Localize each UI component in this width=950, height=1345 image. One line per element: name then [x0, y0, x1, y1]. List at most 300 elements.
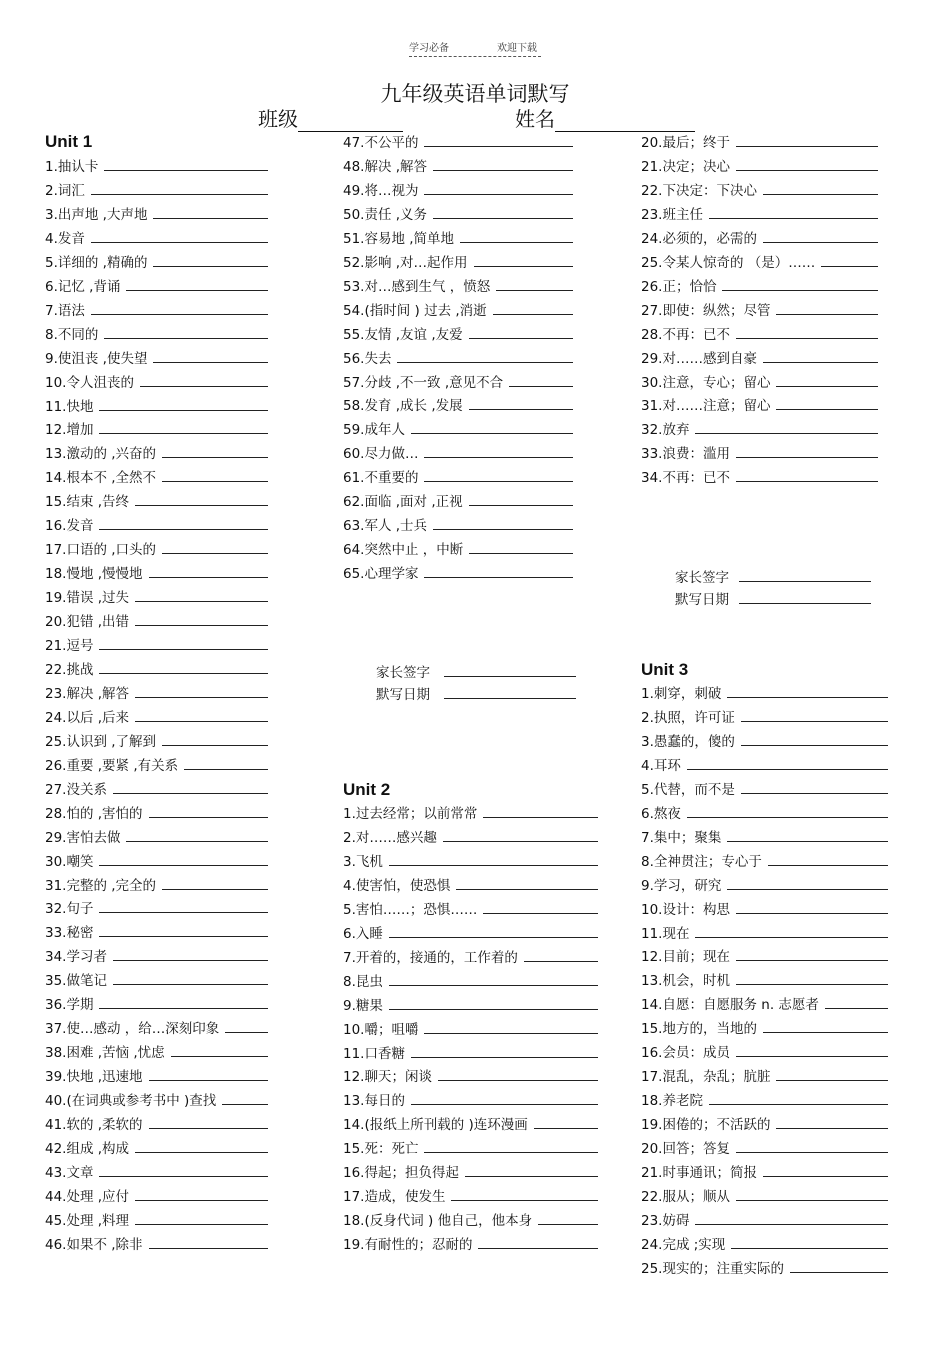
- dictation-date-blank[interactable]: [444, 686, 576, 699]
- answer-blank[interactable]: [424, 1140, 598, 1153]
- answer-blank[interactable]: [741, 781, 888, 794]
- vocab-item: [641, 1068, 888, 1086]
- answer-blank[interactable]: [469, 326, 573, 339]
- vocab-item: [641, 278, 878, 296]
- vocab-prompt: 23.解决 ,解答: [45, 685, 130, 702]
- answer-blank[interactable]: [736, 948, 888, 961]
- vocab-prompt: 14.自愿：自愿服务 n. 志愿者: [641, 997, 819, 1014]
- vocab-prompt: 29.对……感到自豪: [641, 350, 757, 367]
- answer-blank[interactable]: [731, 1236, 888, 1249]
- answer-blank[interactable]: [162, 541, 268, 554]
- answer-blank[interactable]: [222, 1092, 268, 1105]
- vocab-prompt: 18.(反身代词 ) 他自己，他本身: [343, 1213, 533, 1230]
- vocab-item: [45, 877, 268, 895]
- answer-blank[interactable]: [469, 493, 573, 506]
- vocab-prompt: 65.心理学家: [343, 566, 419, 583]
- answer-blank[interactable]: [389, 853, 598, 866]
- vocab-item: [45, 254, 268, 272]
- vocab-prompt: 28.怕的 ,害怕的: [45, 805, 143, 822]
- answer-blank[interactable]: [135, 685, 268, 698]
- answer-blank[interactable]: [736, 158, 878, 171]
- vocab-item: [641, 206, 878, 224]
- answer-blank[interactable]: [91, 230, 268, 243]
- vocab-item: [45, 948, 268, 966]
- vocab-item: [45, 541, 268, 559]
- class-blank[interactable]: [298, 111, 403, 132]
- vocab-prompt: 5.代替，而不是: [641, 781, 735, 798]
- vocab-prompt: 42.组成 ,构成: [45, 1140, 130, 1157]
- vocab-prompt: 55.友情 ,友谊 ,友爱: [343, 326, 463, 343]
- vocab-prompt: 44.处理 ,应付: [45, 1188, 130, 1205]
- answer-blank[interactable]: [763, 1020, 888, 1033]
- vocab-item: [343, 1116, 598, 1134]
- answer-blank[interactable]: [736, 972, 888, 985]
- vocab-prompt: 48.解决 ,解答: [343, 158, 428, 175]
- vocab-item: [45, 206, 268, 224]
- vocab-prompt: 50.责任 ,义务: [343, 206, 428, 223]
- vocab-item: [45, 1164, 268, 1182]
- vocab-item: [343, 973, 598, 991]
- vocab-prompt: 9.学习，研究: [641, 877, 722, 894]
- answer-blank[interactable]: [126, 278, 268, 291]
- vocab-prompt: 25.认识到 ,了解到: [45, 733, 157, 750]
- answer-blank[interactable]: [821, 254, 878, 267]
- answer-blank[interactable]: [424, 134, 573, 147]
- answer-blank[interactable]: [736, 445, 878, 458]
- vocab-prompt: 33.浪费：滥用: [641, 446, 730, 463]
- vocab-item: [641, 972, 888, 990]
- class-field: [258, 103, 403, 132]
- vocab-prompt: 34.学习者: [45, 949, 107, 966]
- answer-blank[interactable]: [135, 1188, 268, 1201]
- vocab-item: [641, 182, 878, 200]
- answer-blank[interactable]: [438, 1068, 598, 1081]
- vocab-item: [343, 925, 598, 943]
- vocab-item: [45, 278, 268, 296]
- vocab-prompt: 15.死：死亡: [343, 1141, 419, 1158]
- vocab-item: [641, 326, 878, 344]
- vocab-prompt: 6.入睡: [343, 925, 383, 942]
- answer-blank[interactable]: [460, 230, 573, 243]
- answer-blank[interactable]: [149, 1116, 268, 1129]
- vocab-item: [45, 613, 268, 631]
- answer-blank[interactable]: [162, 877, 268, 890]
- vocab-prompt: 19.困倦的；不活跃的: [641, 1117, 771, 1134]
- answer-blank[interactable]: [91, 302, 268, 315]
- answer-blank[interactable]: [736, 1188, 888, 1201]
- vocab-item: [45, 637, 268, 655]
- vocab-prompt: 2.执照，许可证: [641, 709, 735, 726]
- answer-blank[interactable]: [99, 900, 268, 913]
- vocab-item: [343, 469, 573, 487]
- vocab-prompt: 8.不同的: [45, 326, 99, 343]
- vocab-item: [343, 493, 573, 511]
- vocab-item: [343, 374, 573, 392]
- answer-blank[interactable]: [722, 278, 878, 291]
- answer-blank[interactable]: [687, 757, 888, 770]
- vocab-prompt: 59.成年人: [343, 422, 405, 439]
- vocab-prompt: 38.困难 ,苦恼 ,忧虑: [45, 1045, 165, 1062]
- vocab-item: [45, 805, 268, 823]
- vocab-item: [641, 948, 888, 966]
- vocab-item: [343, 1021, 598, 1039]
- answer-blank[interactable]: [149, 1236, 268, 1249]
- answer-blank[interactable]: [99, 421, 268, 434]
- answer-blank[interactable]: [99, 1164, 268, 1177]
- vocab-prompt: 12.增加: [45, 422, 94, 439]
- vocab-item: [641, 1212, 888, 1230]
- vocab-prompt: 5.详细的 ,精确的: [45, 254, 148, 271]
- vocab-item: [45, 421, 268, 439]
- answer-blank[interactable]: [99, 517, 268, 530]
- vocab-prompt: 27.即使：纵然；尽管: [641, 302, 771, 319]
- vocab-prompt: 3.飞机: [343, 853, 383, 870]
- answer-blank[interactable]: [433, 517, 573, 530]
- answer-blank[interactable]: [776, 397, 878, 410]
- vocab-prompt: 9.使沮丧 ,使失望: [45, 350, 148, 367]
- vocab-item: [641, 757, 888, 775]
- answer-blank[interactable]: [469, 397, 573, 410]
- answer-blank[interactable]: [736, 134, 878, 147]
- vocab-prompt: 1.刺穿，刺破: [641, 686, 722, 702]
- vocab-prompt: 7.开着的，接通的，工作着的: [343, 949, 518, 966]
- answer-blank[interactable]: [451, 1188, 598, 1201]
- vocab-item: [45, 398, 268, 416]
- vocab-item: [343, 853, 598, 871]
- vocab-prompt: 16.会员：成员: [641, 1045, 730, 1062]
- vocab-item: [641, 1116, 888, 1134]
- answer-blank[interactable]: [456, 877, 598, 890]
- answer-blank[interactable]: [424, 565, 573, 578]
- answer-blank[interactable]: [135, 709, 268, 722]
- vocab-prompt: 37.使…感动 ，给…深刻印象: [45, 1021, 220, 1038]
- vocab-item: [45, 517, 268, 535]
- vocab-item: [343, 1045, 598, 1063]
- vocab-item: [45, 924, 268, 942]
- answer-blank[interactable]: [727, 877, 888, 890]
- answer-blank[interactable]: [736, 1044, 888, 1057]
- answer-blank[interactable]: [424, 182, 573, 195]
- vocab-item: [343, 134, 573, 152]
- vocab-prompt: 28.不再：已不: [641, 326, 730, 343]
- answer-blank[interactable]: [790, 1260, 888, 1273]
- vocab-prompt: 21.逗号: [45, 638, 94, 654]
- answer-blank[interactable]: [162, 733, 268, 746]
- vocab-prompt: 56.失去: [343, 350, 392, 367]
- vocab-item: [641, 1164, 888, 1182]
- answer-blank[interactable]: [478, 1236, 598, 1249]
- answer-blank[interactable]: [99, 661, 268, 674]
- answer-blank[interactable]: [184, 757, 268, 770]
- vocab-prompt: 25.现实的；注重实际的: [641, 1260, 784, 1277]
- answer-blank[interactable]: [113, 781, 268, 794]
- vocab-prompt: 8.全神贯注；专心于: [641, 853, 762, 870]
- answer-blank[interactable]: [825, 996, 888, 1009]
- vocab-item: [45, 1116, 268, 1134]
- vocab-prompt: 3.出声地 ,大声地: [45, 206, 148, 223]
- answer-blank[interactable]: [776, 302, 878, 315]
- vocab-prompt: 22.挑战: [45, 661, 94, 678]
- vocab-prompt: 18.慢地 ,慢慢地: [45, 566, 143, 583]
- answer-blank[interactable]: [763, 230, 878, 243]
- answer-blank[interactable]: [695, 421, 878, 434]
- parent-sign-blank-2[interactable]: [739, 569, 871, 582]
- answer-blank[interactable]: [424, 1021, 598, 1034]
- vocab-item: [343, 1164, 598, 1182]
- page-title: 九年级英语单词默写: [380, 82, 570, 106]
- vocab-prompt: 34.不再：已不: [641, 470, 730, 487]
- answer-blank[interactable]: [153, 254, 268, 267]
- vocab-item: [45, 757, 268, 775]
- answer-blank[interactable]: [389, 973, 598, 986]
- answer-blank[interactable]: [135, 589, 268, 602]
- answer-blank[interactable]: [411, 1092, 598, 1105]
- answer-blank[interactable]: [149, 565, 268, 578]
- answer-blank[interactable]: [162, 445, 268, 458]
- answer-blank[interactable]: [496, 278, 573, 291]
- vocab-item: [641, 302, 878, 320]
- answer-blank[interactable]: [736, 1140, 888, 1153]
- vocab-item: [343, 901, 598, 919]
- vocab-prompt: 53.对…感到生气 ，愤怒: [343, 278, 491, 295]
- vocab-prompt: 26.正；恰恰: [641, 278, 717, 295]
- vocab-item: [641, 996, 888, 1014]
- vocab-prompt: 6.熬夜: [641, 805, 681, 822]
- parent-sign-blank[interactable]: [444, 664, 576, 677]
- dictation-date: [376, 683, 576, 703]
- vocab-prompt: 63.军人 ,士兵: [343, 518, 428, 535]
- answer-blank[interactable]: [695, 1212, 888, 1225]
- answer-blank[interactable]: [135, 493, 268, 506]
- answer-blank[interactable]: [474, 254, 573, 267]
- answer-blank[interactable]: [741, 733, 888, 746]
- unit1-title: Unit 1: [45, 132, 93, 151]
- answer-blank[interactable]: [768, 853, 888, 866]
- vocab-item: [641, 158, 878, 176]
- answer-blank[interactable]: [91, 182, 268, 195]
- dictation-date-2: [675, 588, 871, 608]
- vocab-prompt: 12.聊天；闲谈: [343, 1069, 432, 1086]
- answer-blank[interactable]: [687, 805, 888, 818]
- vocab-prompt: 2.对……感兴趣: [343, 829, 437, 846]
- answer-blank[interactable]: [424, 469, 573, 482]
- answer-blank[interactable]: [524, 949, 598, 962]
- vocab-prompt: 13.每日的: [343, 1093, 405, 1110]
- vocab-prompt: 14.(报纸上所刊载的 )连环漫画: [343, 1117, 528, 1134]
- answer-blank[interactable]: [99, 637, 268, 650]
- vocab-prompt: 40.(在词典或参考书中 )查找: [45, 1093, 217, 1110]
- answer-blank[interactable]: [763, 182, 878, 195]
- answer-blank[interactable]: [171, 1044, 268, 1057]
- vocab-prompt: 15.地方的，当地的: [641, 1021, 757, 1038]
- answer-blank[interactable]: [776, 1116, 888, 1129]
- answer-blank[interactable]: [709, 206, 878, 219]
- vocab-item: [641, 230, 878, 248]
- answer-blank[interactable]: [140, 374, 268, 387]
- vocab-item: [45, 1068, 268, 1086]
- answer-blank[interactable]: [104, 158, 268, 171]
- vocab-item: [641, 1044, 888, 1062]
- answer-blank[interactable]: [135, 613, 268, 626]
- vocab-item: [343, 350, 573, 368]
- answer-blank[interactable]: [411, 1045, 598, 1058]
- name-blank[interactable]: [555, 111, 695, 132]
- answer-blank[interactable]: [397, 350, 573, 363]
- answer-blank[interactable]: [695, 925, 888, 938]
- answer-blank[interactable]: [483, 901, 598, 914]
- vocab-prompt: 7.语法: [45, 302, 85, 319]
- answer-blank[interactable]: [465, 1164, 598, 1177]
- vocab-prompt: 4.发音: [45, 230, 85, 247]
- answer-blank[interactable]: [162, 469, 268, 482]
- vocab-prompt: 10.设计：构思: [641, 901, 730, 918]
- vocab-item: [45, 685, 268, 703]
- answer-blank[interactable]: [534, 1116, 598, 1129]
- answer-blank[interactable]: [776, 1068, 888, 1081]
- vocab-item: [641, 374, 878, 392]
- vocab-item: [343, 541, 573, 559]
- dictation-date-blank-2[interactable]: [739, 591, 871, 604]
- answer-blank[interactable]: [99, 924, 268, 937]
- header-left-note: 学习必备: [409, 43, 449, 54]
- parent-sign-label: 家长签字: [376, 665, 430, 681]
- answer-blank[interactable]: [727, 685, 888, 698]
- answer-blank[interactable]: [736, 326, 878, 339]
- vocab-item: [641, 421, 878, 439]
- vocab-item: [641, 397, 878, 415]
- vocab-item: [343, 949, 598, 967]
- answer-blank[interactable]: [469, 541, 573, 554]
- vocab-item: [641, 685, 888, 703]
- vocab-prompt: 22.服从；顺从: [641, 1188, 730, 1205]
- vocab-prompt: 52.影响 ,对…起作用: [343, 254, 468, 271]
- vocab-prompt: 10.令人沮丧的: [45, 374, 134, 391]
- vocab-prompt: 49.将…视为: [343, 182, 419, 199]
- vocab-prompt: 36.学期: [45, 997, 94, 1014]
- vocab-prompt: 51.容易地 ,简单地: [343, 230, 455, 247]
- answer-blank[interactable]: [763, 350, 878, 363]
- dictation-date-label-2: 默写日期: [675, 592, 729, 608]
- answer-blank[interactable]: [727, 829, 888, 842]
- header-note: [409, 39, 541, 57]
- answer-blank[interactable]: [113, 972, 268, 985]
- vocab-prompt: 10.嚼；咀嚼: [343, 1021, 419, 1038]
- answer-blank[interactable]: [736, 469, 878, 482]
- vocab-item: [343, 1236, 598, 1254]
- answer-blank[interactable]: [389, 925, 598, 938]
- answer-blank[interactable]: [149, 805, 268, 818]
- answer-blank[interactable]: [433, 158, 573, 171]
- vocab-prompt: 61.不重要的: [343, 470, 419, 487]
- answer-blank[interactable]: [126, 829, 268, 842]
- vocab-item: [45, 1140, 268, 1158]
- name-row: [0, 103, 950, 131]
- vocab-prompt: 30.嘲笑: [45, 853, 94, 870]
- vocab-item: [641, 1236, 888, 1254]
- vocab-item: [45, 781, 268, 799]
- answer-blank[interactable]: [153, 350, 268, 363]
- vocab-item: [641, 877, 888, 895]
- vocab-item: [45, 1188, 268, 1206]
- vocab-item: [45, 1212, 268, 1230]
- header-right-note: 欢迎下载: [497, 43, 537, 54]
- vocab-prompt: 4.使害怕，使恐惧: [343, 877, 451, 894]
- answer-blank[interactable]: [153, 206, 268, 219]
- vocab-prompt: 29.害怕去做: [45, 829, 121, 846]
- vocab-item: [45, 445, 268, 463]
- vocab-item: [343, 254, 573, 272]
- vocab-prompt: 54.(指时间 ) 过去 ,消逝: [343, 302, 487, 319]
- answer-blank[interactable]: [135, 1140, 268, 1153]
- vocab-item: [343, 829, 598, 847]
- vocab-prompt: 20.回答；答复: [641, 1141, 730, 1158]
- answer-blank[interactable]: [113, 948, 268, 961]
- answer-blank[interactable]: [104, 326, 268, 339]
- vocab-item: [45, 230, 268, 248]
- answer-blank[interactable]: [99, 853, 268, 866]
- vocab-prompt: 23.班主任: [641, 206, 703, 223]
- vocab-item: [343, 206, 573, 224]
- answer-blank[interactable]: [149, 1068, 268, 1081]
- vocab-prompt: 32.句子: [45, 901, 94, 918]
- vocab-item: [343, 1140, 598, 1158]
- vocab-item: [45, 972, 268, 990]
- vocab-prompt: 24.完成 ;实现: [641, 1236, 726, 1253]
- answer-blank[interactable]: [776, 374, 878, 387]
- vocab-prompt: 57.分歧 ,不一致 ,意见不合: [343, 374, 504, 391]
- vocab-prompt: 31.对……注意；留心: [641, 398, 771, 415]
- vocab-prompt: 17.混乱，杂乱；肮脏: [641, 1069, 771, 1086]
- answer-blank[interactable]: [483, 805, 598, 818]
- vocab-item: [45, 565, 268, 583]
- answer-blank[interactable]: [225, 1020, 268, 1033]
- vocab-item: [641, 781, 888, 799]
- answer-blank[interactable]: [411, 421, 573, 434]
- vocab-item: [45, 589, 268, 607]
- vocab-item: [45, 158, 268, 176]
- answer-blank[interactable]: [741, 709, 888, 722]
- class-label: 班级: [258, 107, 298, 131]
- answer-blank[interactable]: [99, 398, 268, 411]
- answer-blank[interactable]: [538, 1212, 598, 1225]
- vocab-prompt: 30.注意，专心；留心: [641, 374, 771, 391]
- answer-blank[interactable]: [135, 1212, 268, 1225]
- vocab-item: [45, 733, 268, 751]
- vocab-prompt: 17.口语的 ,口头的: [45, 542, 157, 559]
- vocab-item: [343, 877, 598, 895]
- answer-blank[interactable]: [433, 206, 573, 219]
- answer-blank[interactable]: [709, 1092, 888, 1105]
- answer-blank[interactable]: [99, 996, 268, 1009]
- vocab-prompt: 27.没关系: [45, 781, 107, 798]
- vocab-prompt: 64.突然中止 ，中断: [343, 542, 464, 559]
- vocab-item: [45, 661, 268, 679]
- answer-blank[interactable]: [424, 445, 573, 458]
- answer-blank[interactable]: [389, 997, 598, 1010]
- vocab-item: [343, 326, 573, 344]
- vocab-item: [343, 445, 573, 463]
- answer-blank[interactable]: [443, 829, 598, 842]
- vocab-prompt: 3.愚蠢的，傻的: [641, 733, 735, 750]
- vocab-item: [343, 1212, 598, 1230]
- vocab-prompt: 31.完整的 ,完全的: [45, 877, 157, 894]
- answer-blank[interactable]: [509, 374, 573, 387]
- answer-blank[interactable]: [736, 901, 888, 914]
- answer-blank[interactable]: [493, 302, 573, 315]
- answer-blank[interactable]: [763, 1164, 888, 1177]
- vocab-prompt: 20.犯错 ,出错: [45, 614, 130, 631]
- vocab-item: [343, 1068, 598, 1086]
